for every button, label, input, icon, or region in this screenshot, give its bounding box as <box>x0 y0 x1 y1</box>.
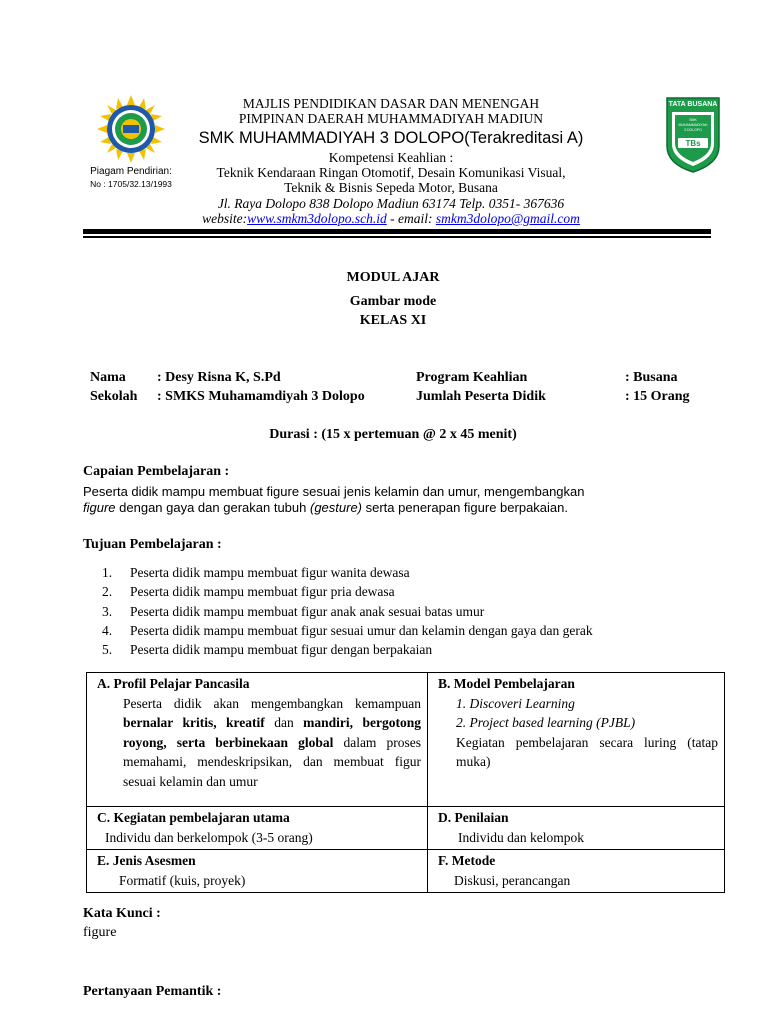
cell-asesmen <box>87 850 428 893</box>
kegiatan-title: C. Kegiatan pembelajaran utama <box>97 810 290 825</box>
logo-text-tbs: TBs <box>685 139 701 148</box>
table-row <box>87 673 725 807</box>
jumlah-label: Jumlah Peserta Didik <box>416 389 546 404</box>
model-item-1: 1. Discoveri Learning <box>456 695 575 711</box>
capaian-text-part: dengan gaya dan gerakan tubuh <box>115 500 310 515</box>
metode-title: F. Metode <box>438 853 496 868</box>
cell-penilaian <box>428 807 725 850</box>
table-row <box>87 807 725 850</box>
cell-metode <box>428 850 725 893</box>
header-divider-thin <box>83 236 711 238</box>
sekolah-label: Sekolah <box>90 389 138 404</box>
list-item: 4. Peserta didik mampu membuat figur sesuai umur dan kelamin dengan gaya dan gerak <box>102 622 593 638</box>
list-item: 2. Peserta didik mampu membuat figur pria dewasa <box>102 584 395 600</box>
program-label: Program Keahlian <box>416 370 528 385</box>
table-row <box>87 850 725 893</box>
header-divider-thick <box>83 229 711 234</box>
school-name: SMK MUHAMMADIYAH 3 DOLOPO(Terakreditasi A) <box>198 129 584 147</box>
asesmen-title: E. Jenis Asesmen <box>97 853 196 868</box>
module-class: KELAS XI <box>359 313 427 328</box>
kompetensi-line1: Teknik Kendaraan Ringan Otomotif, Desain Komunikasi Visual, <box>216 165 566 180</box>
cell-profil-pancasila <box>87 673 428 807</box>
cell-kegiatan <box>87 807 428 850</box>
kompetensi-line2: Teknik & Bisnis Sepeda Motor, Busana <box>284 180 498 195</box>
list-item: 3. Peserta didik mampu membuat figur anak anak sesuai batas umur <box>102 603 485 619</box>
capaian-text-end: serta penerapan figure berpakaian. <box>362 500 568 515</box>
email-label: - email: <box>386 211 436 226</box>
module-title: MODUL AJAR <box>346 270 440 285</box>
kata-kunci-value: figure <box>83 925 117 940</box>
tujuan-list <box>102 563 593 659</box>
module-topic: Gambar mode <box>349 294 437 309</box>
kegiatan-text: Individu dan berkelompok (3-5 orang) <box>105 829 313 845</box>
model-title: B. Model Pembelajaran <box>438 676 575 691</box>
metode-text: Diskusi, perancangan <box>454 872 571 888</box>
sekolah-value: : SMKS Muhamamdiyah 3 Dolopo <box>157 389 365 404</box>
model-text: Kegiatan pembelajaran secara luring (tatap muka) <box>456 734 718 769</box>
header-majlis: MAJLIS PENDIDIKAN DASAR DAN MENENGAH <box>242 96 540 111</box>
profil-title: A. Profil Pelajar Pancasila <box>97 676 250 691</box>
website-link[interactable]: www.smkm3dolopo.sch.id <box>247 211 387 226</box>
contact-line <box>62 211 720 226</box>
model-item-2: 2. Project based learning (PJBL) <box>456 715 636 730</box>
asesmen-text: Formatif (kuis, proyek) <box>119 872 246 888</box>
website-label: website: <box>202 211 248 226</box>
capaian-text-line1: Peserta didik mampu membuat figure sesuai jenis kelamin dan umur, mengembangkan <box>83 484 585 499</box>
logo-text-school: SMK MUHAMMADIYAH 3 DOLOPO <box>678 118 708 132</box>
logo-text-tata-busana: TATA BUSANA <box>668 101 718 108</box>
email-link[interactable]: smkm3dolopo@gmail.com <box>435 211 580 226</box>
tujuan-heading: Tujuan Pembelajaran : <box>83 537 222 552</box>
penilaian-title: D. Penilaian <box>438 810 509 825</box>
cell-model-pembelajaran <box>428 673 725 807</box>
durasi: Durasi : (15 x pertemuan @ 2 x 45 menit) <box>269 427 517 442</box>
program-value: : Busana <box>625 370 678 385</box>
capaian-gesture-italic: (gesture) <box>309 500 363 515</box>
school-address: Jl. Raya Dolopo 838 Dolopo Madiun 63174 Telp. 0351- 367636 <box>217 196 565 211</box>
list-item: 1. Peserta didik mampu membuat figur wanita dewasa <box>102 565 410 580</box>
capaian-heading: Capaian Pembelajaran : <box>83 464 230 479</box>
capaian-text-line2 <box>83 500 568 515</box>
kompetensi-label: Kompetensi Keahlian : <box>328 150 454 165</box>
piagam-number: No : 1705/32.13/1993 <box>90 179 172 189</box>
profil-text: Peserta didik akan mengembangkan kemampuan bernalar kritis, kreatif dan mandiri, bergotong royong, serta berbinekaan global dalam proses memahami, mendeskripsikan, dan membuat figur sesuai kelamin dan umur <box>123 695 422 789</box>
list-item: 5. Peserta didik mampu membuat figur dengan berpakaian <box>102 642 433 658</box>
jumlah-value: : 15 Orang <box>625 389 690 404</box>
nama-value: : Desy Risna K, S.Pd <box>157 370 281 385</box>
capaian-figure-italic: figure <box>83 500 116 515</box>
pertanyaan-heading: Pertanyaan Pemantik : <box>83 984 222 999</box>
nama-label: Nama <box>90 370 126 385</box>
kata-kunci-heading: Kata Kunci : <box>83 906 161 921</box>
info-table <box>86 672 725 893</box>
piagam-label: Piagam Pendirian: <box>90 166 172 177</box>
penilaian-text: Individu dan kelompok <box>458 829 584 845</box>
header-pimpinan: PIMPINAN DAERAH MUHAMMADIYAH MADIUN <box>238 111 544 126</box>
